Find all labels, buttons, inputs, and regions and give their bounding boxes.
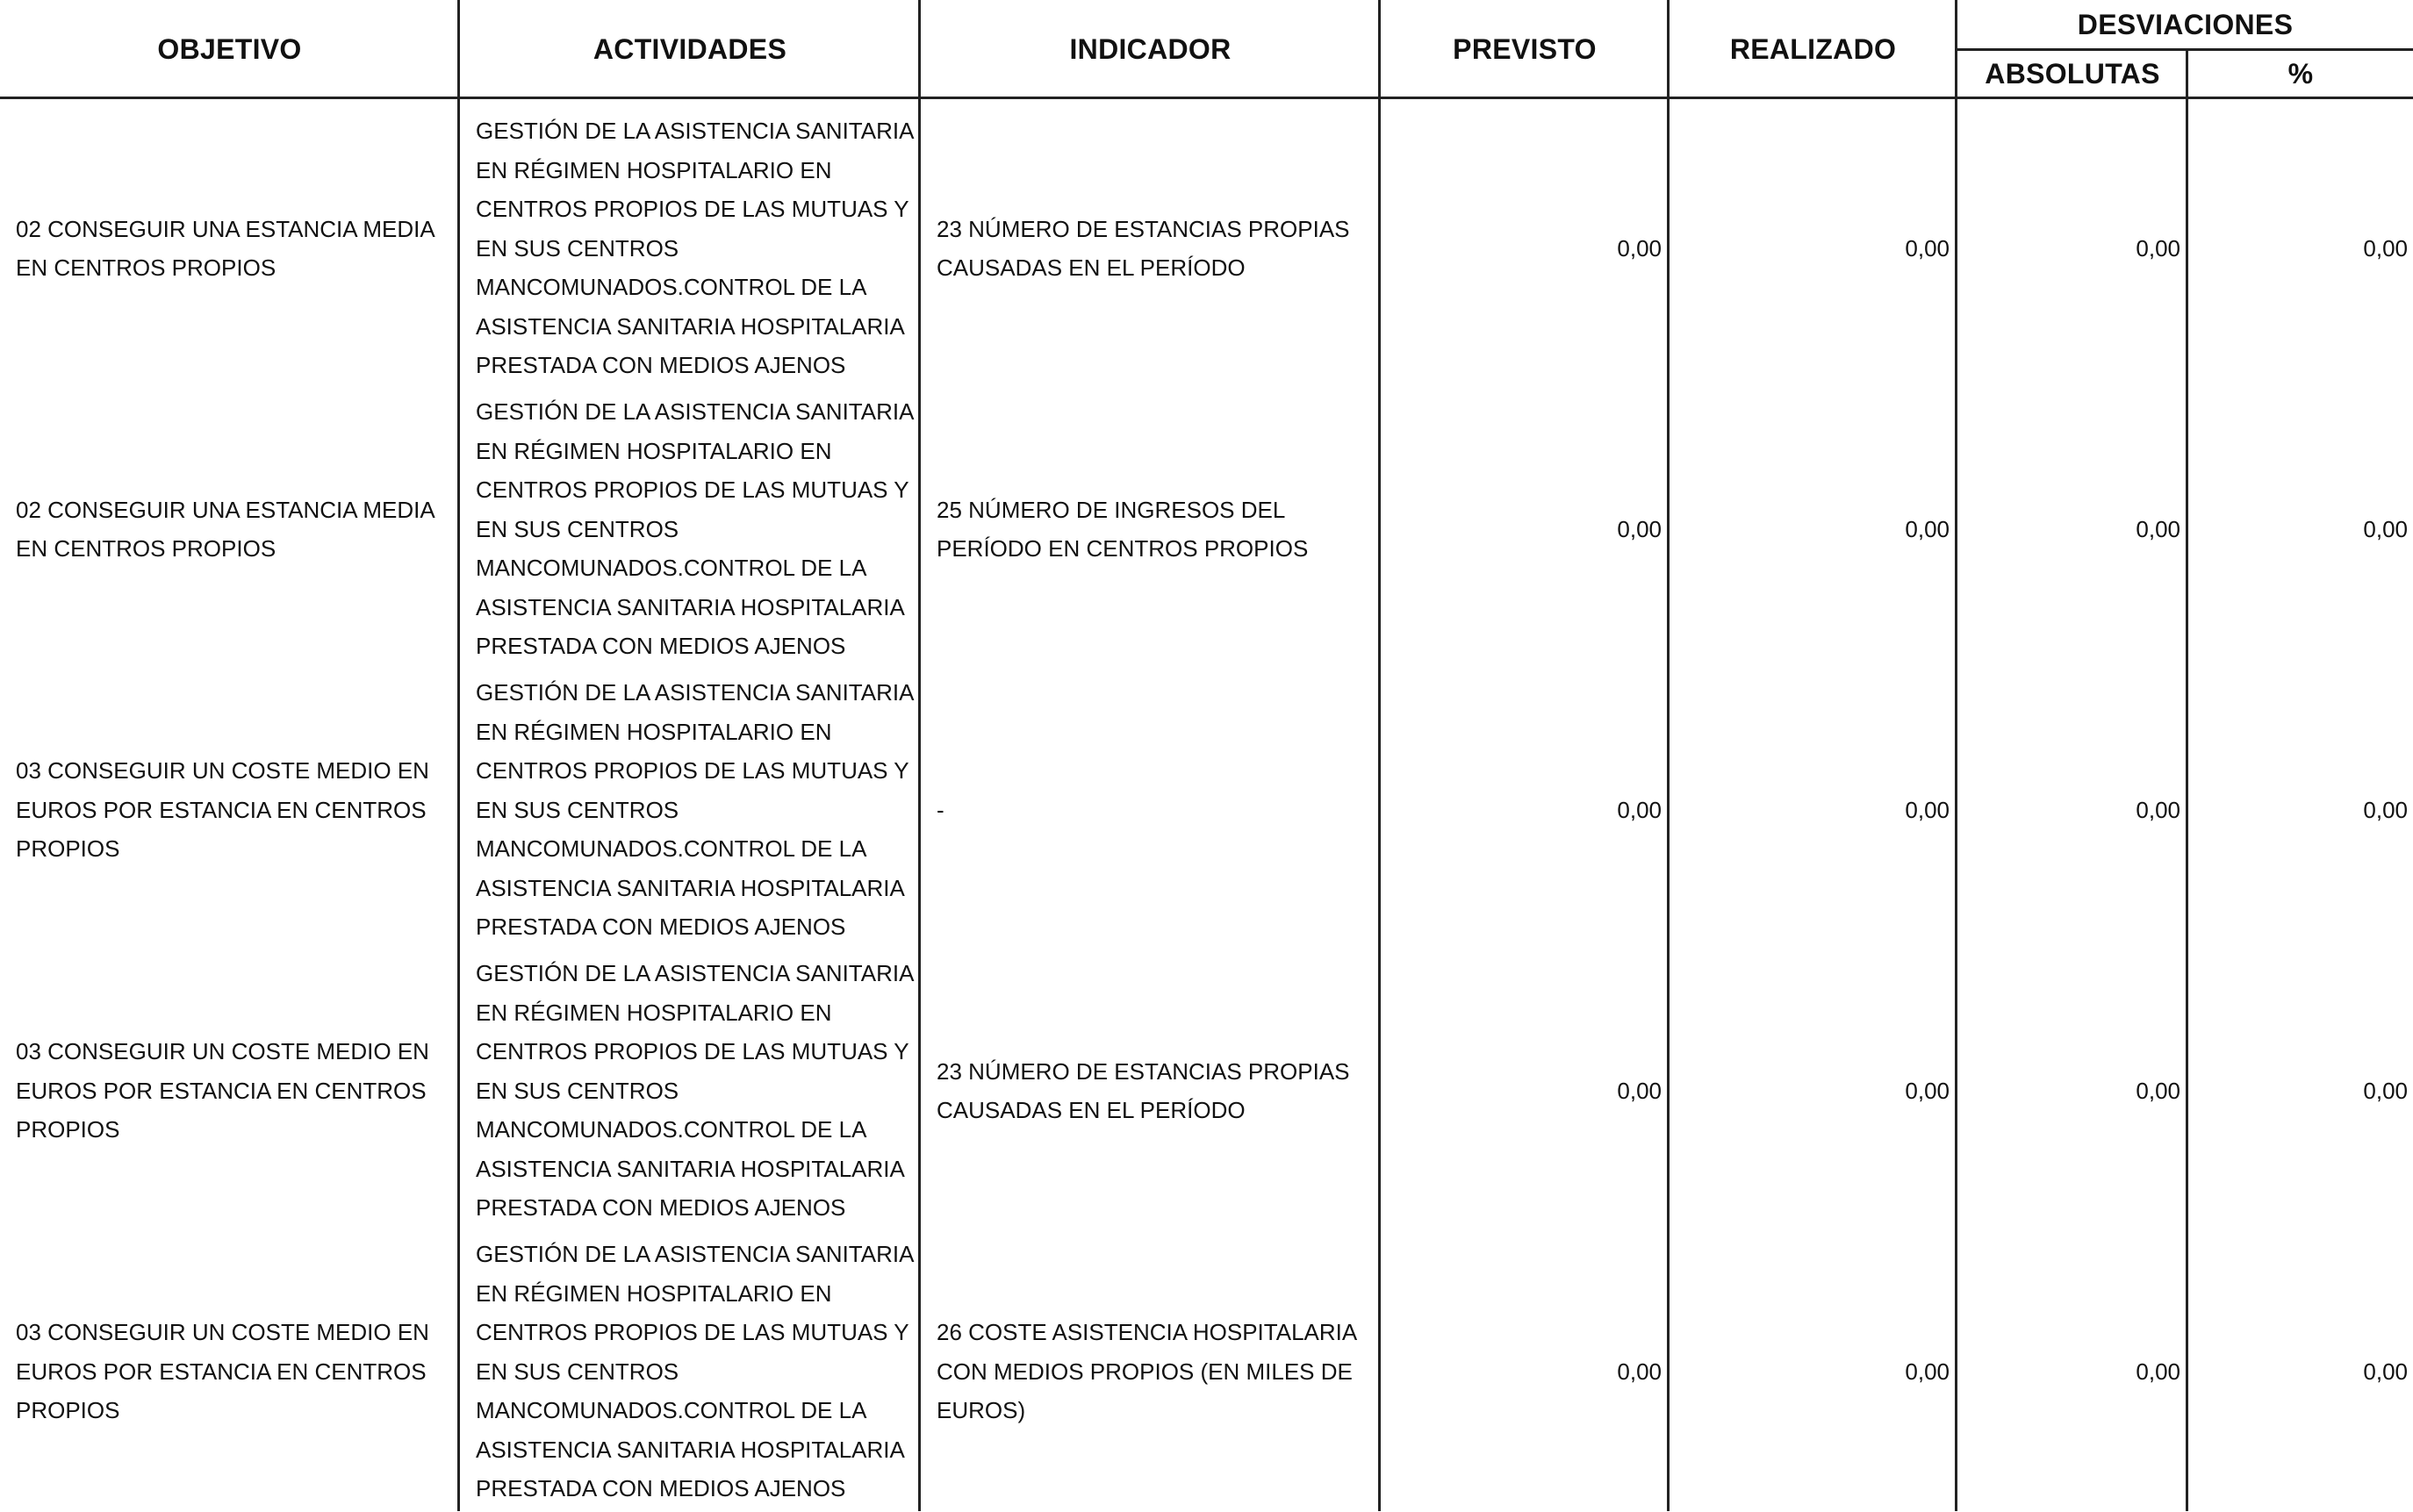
porcentaje-value: 0,00 <box>2363 796 2408 823</box>
realizado-value: 0,00 <box>1905 234 1950 262</box>
header-porcentaje: % <box>2287 57 2314 90</box>
cell-absolutas <box>1957 1231 2186 1512</box>
cell-actividades <box>460 950 918 1231</box>
actividades-text-line: ASISTENCIA SANITARIA HOSPITALARIA <box>476 1436 905 1463</box>
actividades-text-line: CENTROS PROPIOS DE LAS MUTUAS Y <box>476 757 909 785</box>
cell-indicador <box>921 950 1378 1231</box>
cell-porcentaje <box>2188 950 2413 1231</box>
header-objetivo: OBJETIVO <box>157 32 302 65</box>
cell-absolutas <box>1957 670 2186 950</box>
table-row <box>0 108 2413 389</box>
actividades-text-line: GESTIÓN DE LA ASISTENCIA SANITARIA <box>476 1241 915 1268</box>
actividades-text-line: MANCOMUNADOS.CONTROL DE LA <box>476 835 867 863</box>
cell-absolutas <box>1957 108 2186 389</box>
cell-previsto <box>1381 1231 1667 1512</box>
porcentaje-value: 0,00 <box>2363 1077 2408 1104</box>
previsto-value: 0,00 <box>1617 234 1662 262</box>
table-row <box>0 670 2413 950</box>
objetivo-text-line: 02 CONSEGUIR UNA ESTANCIA MEDIA <box>16 215 435 242</box>
column-divider <box>1667 0 1670 1511</box>
actividades-text-line: MANCOMUNADOS.CONTROL DE LA <box>476 274 867 301</box>
absolutas-value: 0,00 <box>2136 1358 2180 1385</box>
actividades-text-line: GESTIÓN DE LA ASISTENCIA SANITARIA <box>476 960 915 987</box>
cell-porcentaje <box>2188 1231 2413 1512</box>
actividades-text-line: PRESTADA CON MEDIOS AJENOS <box>476 633 846 660</box>
objetivo-text-line: PROPIOS <box>16 835 120 863</box>
cell-previsto <box>1381 670 1667 950</box>
cell-previsto <box>1381 108 1667 389</box>
realizado-value: 0,00 <box>1905 515 1950 542</box>
actividades-text-line: PRESTADA CON MEDIOS AJENOS <box>476 914 846 941</box>
actividades-text-line: EN RÉGIMEN HOSPITALARIO EN <box>476 999 832 1026</box>
indicador-text-line: CAUSADAS EN EL PERÍODO <box>937 1097 1246 1123</box>
cell-indicador <box>921 389 1378 670</box>
actividades-text-line: EN SUS CENTROS <box>476 515 679 542</box>
actividades-text-line: EN RÉGIMEN HOSPITALARIO EN <box>476 1279 832 1307</box>
actividades-text-line: MANCOMUNADOS.CONTROL DE LA <box>476 1397 867 1424</box>
header-realizado: REALIZADO <box>1729 32 1897 65</box>
column-divider <box>2186 49 2188 1511</box>
objetivo-text-line: EN CENTROS PROPIOS <box>16 254 276 281</box>
actividades-text-line: PRESTADA CON MEDIOS AJENOS <box>476 352 846 379</box>
actividades-text-line: EN SUS CENTROS <box>476 1358 679 1385</box>
actividades-text-line: EN RÉGIMEN HOSPITALARIO EN <box>476 718 832 745</box>
actividades-text-line: EN SUS CENTROS <box>476 234 679 262</box>
actividades-text-line: CENTROS PROPIOS DE LAS MUTUAS Y <box>476 1038 909 1065</box>
actividades-text-line: PRESTADA CON MEDIOS AJENOS <box>476 1194 846 1222</box>
indicador-text-line: PERÍODO EN CENTROS PROPIOS <box>937 535 1309 562</box>
actividades-text-line: PRESTADA CON MEDIOS AJENOS <box>476 1475 846 1502</box>
column-divider <box>918 0 921 1511</box>
objetivo-text-line: EUROS POR ESTANCIA EN CENTROS <box>16 1077 427 1104</box>
objetivo-text-line: PROPIOS <box>16 1397 120 1424</box>
header-desviaciones: DESVIACIONES <box>2077 8 2294 40</box>
actividades-text-line: CENTROS PROPIOS DE LAS MUTUAS Y <box>476 477 909 504</box>
objetivo-text-line: PROPIOS <box>16 1116 120 1143</box>
cell-porcentaje <box>2188 389 2413 670</box>
actividades-text-line: GESTIÓN DE LA ASISTENCIA SANITARIA <box>476 679 915 706</box>
cell-absolutas <box>1957 950 2186 1231</box>
table-row <box>0 389 2413 670</box>
subheader-divider <box>1955 48 2413 51</box>
indicador-text-line: 23 NÚMERO DE ESTANCIAS PROPIAS <box>937 1057 1350 1085</box>
indicador-text-line: CON MEDIOS PROPIOS (EN MILES DE <box>937 1358 1353 1385</box>
objetivo-text-line: 03 CONSEGUIR UN COSTE MEDIO EN <box>16 1038 429 1065</box>
column-divider <box>1378 0 1381 1511</box>
cell-realizado <box>1670 950 1955 1231</box>
realizado-value: 0,00 <box>1905 1077 1950 1104</box>
actividades-text-line: ASISTENCIA SANITARIA HOSPITALARIA <box>476 874 905 901</box>
actividades-text-line: GESTIÓN DE LA ASISTENCIA SANITARIA <box>476 118 915 145</box>
cell-porcentaje <box>2188 108 2413 389</box>
previsto-value: 0,00 <box>1617 1358 1662 1385</box>
previsto-value: 0,00 <box>1617 796 1662 823</box>
indicador-text-line: EUROS) <box>937 1397 1026 1424</box>
indicador-text-line: 23 NÚMERO DE ESTANCIAS PROPIAS <box>937 215 1350 242</box>
table-row <box>0 1231 2413 1512</box>
actividades-text-line: CENTROS PROPIOS DE LAS MUTUAS Y <box>476 1319 909 1346</box>
header-previsto: PREVISTO <box>1453 32 1597 65</box>
cell-actividades <box>460 670 918 950</box>
header-absolutas: ABSOLUTAS <box>1985 57 2160 90</box>
actividades-text-line: EN RÉGIMEN HOSPITALARIO EN <box>476 437 832 464</box>
header-actividades: ACTIVIDADES <box>592 32 787 65</box>
cell-indicador <box>921 670 1378 950</box>
cell-objetivo <box>0 108 457 389</box>
cell-absolutas <box>1957 389 2186 670</box>
cell-previsto <box>1381 389 1667 670</box>
column-divider <box>457 0 460 1511</box>
cell-objetivo <box>0 950 457 1231</box>
column-divider <box>1955 0 1957 1511</box>
actividades-text-line: GESTIÓN DE LA ASISTENCIA SANITARIA <box>476 398 915 426</box>
indicador-text-line: 25 NÚMERO DE INGRESOS DEL <box>937 496 1286 523</box>
cell-realizado <box>1670 670 1955 950</box>
table-row <box>0 950 2413 1231</box>
absolutas-value: 0,00 <box>2136 796 2180 823</box>
cell-objetivo <box>0 389 457 670</box>
cell-objetivo <box>0 670 457 950</box>
cell-realizado <box>1670 108 1955 389</box>
header-bottom-border <box>0 97 2413 99</box>
actividades-text-line: ASISTENCIA SANITARIA HOSPITALARIA <box>476 593 905 620</box>
header-indicador: INDICADOR <box>1069 32 1232 65</box>
cell-porcentaje <box>2188 670 2413 950</box>
actividades-text-line: EN SUS CENTROS <box>476 1077 679 1104</box>
objetivo-text-line: EUROS POR ESTANCIA EN CENTROS <box>16 1358 427 1385</box>
indicador-text-line: 26 COSTE ASISTENCIA HOSPITALARIA <box>937 1319 1358 1346</box>
cell-indicador <box>921 1231 1378 1512</box>
cell-previsto <box>1381 950 1667 1231</box>
cell-indicador <box>921 108 1378 389</box>
cell-actividades <box>460 108 918 389</box>
realizado-value: 0,00 <box>1905 796 1950 823</box>
objetivo-text-line: 03 CONSEGUIR UN COSTE MEDIO EN <box>16 757 429 785</box>
previsto-value: 0,00 <box>1617 515 1662 542</box>
actividades-text-line: MANCOMUNADOS.CONTROL DE LA <box>476 1116 867 1143</box>
absolutas-value: 0,00 <box>2136 234 2180 262</box>
previsto-value: 0,00 <box>1617 1077 1662 1104</box>
indicador-text-line: - <box>937 796 944 823</box>
porcentaje-value: 0,00 <box>2363 1358 2408 1385</box>
cell-actividades <box>460 1231 918 1512</box>
objetivo-text-line: 02 CONSEGUIR UNA ESTANCIA MEDIA <box>16 496 435 523</box>
absolutas-value: 0,00 <box>2136 515 2180 542</box>
actividades-text-line: ASISTENCIA SANITARIA HOSPITALARIA <box>476 1155 905 1182</box>
objetivo-text-line: EN CENTROS PROPIOS <box>16 535 276 562</box>
porcentaje-value: 0,00 <box>2363 234 2408 262</box>
objetivo-text-line: EUROS POR ESTANCIA EN CENTROS <box>16 796 427 823</box>
actividades-text-line: EN SUS CENTROS <box>476 796 679 823</box>
actividades-text-line: MANCOMUNADOS.CONTROL DE LA <box>476 555 867 582</box>
realizado-value: 0,00 <box>1905 1358 1950 1385</box>
actividades-text-line: CENTROS PROPIOS DE LAS MUTUAS Y <box>476 196 909 223</box>
cell-realizado <box>1670 389 1955 670</box>
cell-objetivo <box>0 1231 457 1512</box>
actividades-text-line: ASISTENCIA SANITARIA HOSPITALARIA <box>476 312 905 340</box>
cell-realizado <box>1670 1231 1955 1512</box>
cell-actividades <box>460 389 918 670</box>
absolutas-value: 0,00 <box>2136 1077 2180 1104</box>
actividades-text-line: EN RÉGIMEN HOSPITALARIO EN <box>476 156 832 183</box>
objetivo-text-line: 03 CONSEGUIR UN COSTE MEDIO EN <box>16 1319 429 1346</box>
indicador-text-line: CAUSADAS EN EL PERÍODO <box>937 254 1246 281</box>
porcentaje-value: 0,00 <box>2363 515 2408 542</box>
